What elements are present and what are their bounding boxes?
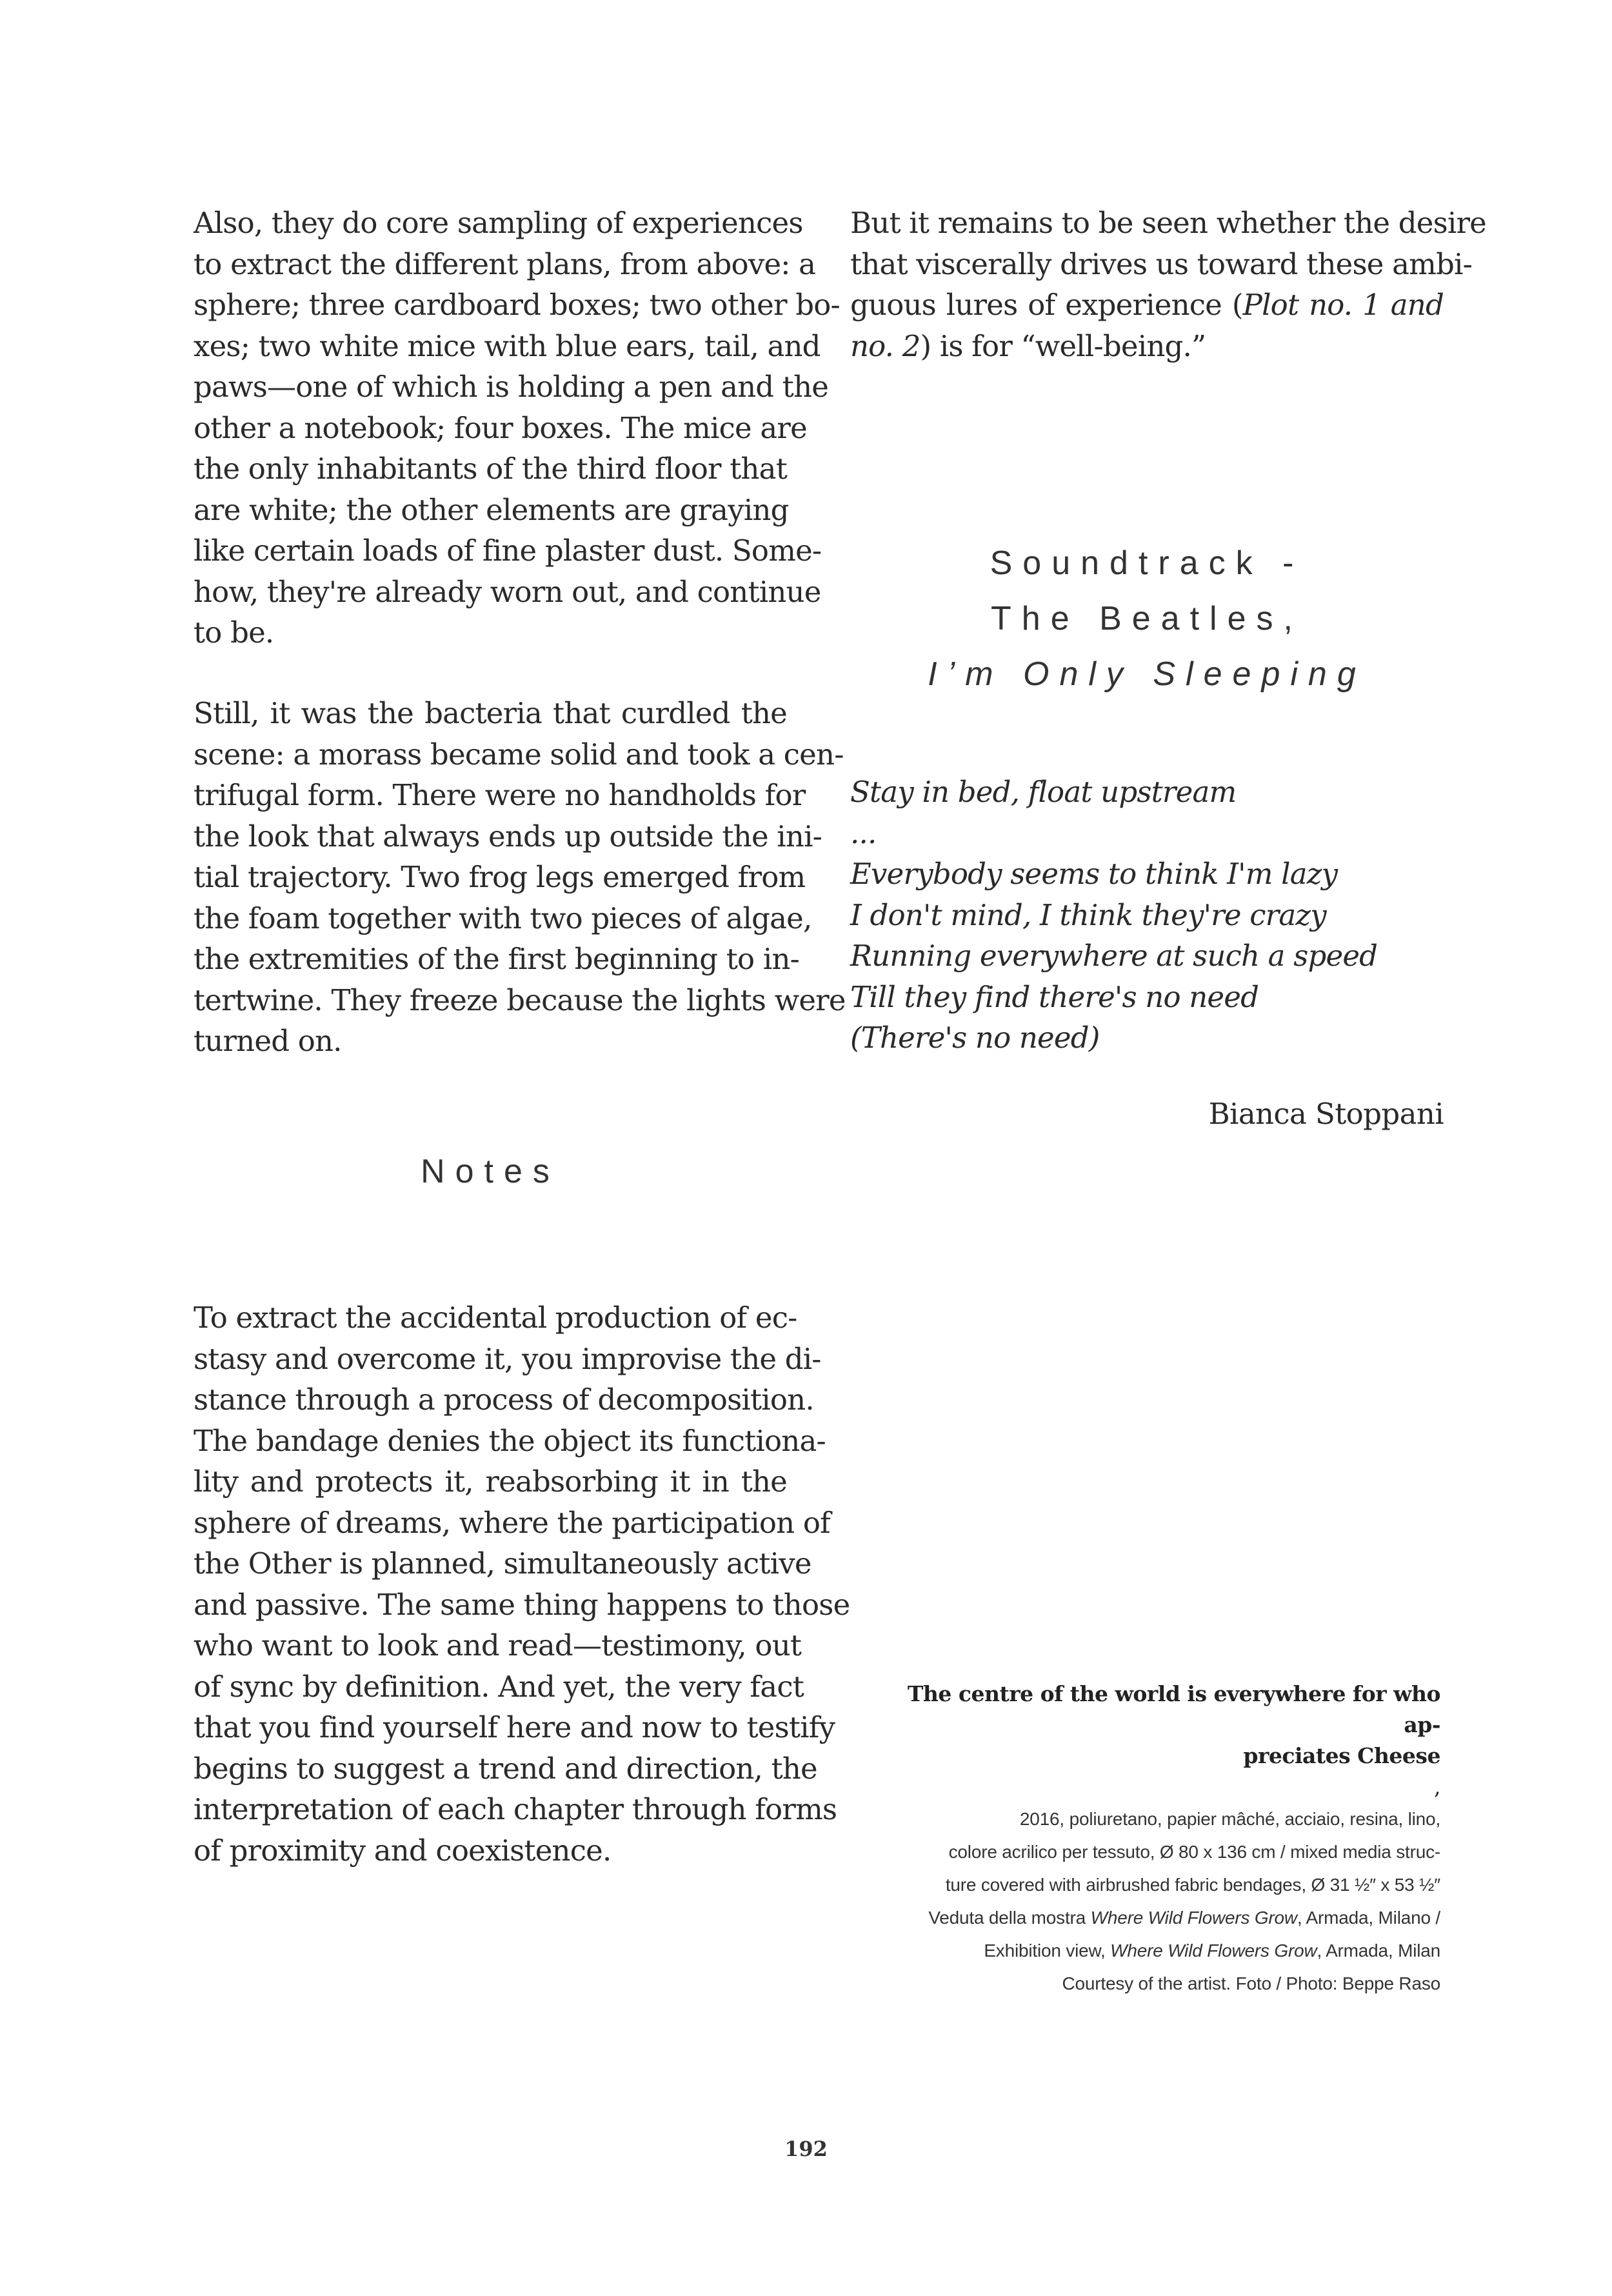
notes-heading: Notes: [421, 1153, 560, 1190]
plot-reference-2: no. 2: [850, 328, 920, 363]
soundtrack-artist: The Beatles,: [991, 600, 1303, 637]
paragraph-core-sampling: Also, they do core sampling of experiences to extract the different plans, from above: a sphere; three cardboard boxes; two other bo- xes; two white mice with blue ears, tail, and paws—one of which is holding a pen and the other a notebook; four boxes. The mice are the only inhabitants of the third floor that are white; the other elements are graying like certain loads of fine plaster dust. Some- how, they're already worn out, and continue to be.: [194, 206, 840, 650]
right-intro: [850, 203, 1487, 366]
caption-details-3: ture covered with airbrushed fabric bendages, Ø 31 ½″ x 53 ½″: [945, 1875, 1440, 1895]
paragraph-desire: But it remains to be seen whether the desire that viscerally drives us toward these ambi- guous lures of experience (Plot no. 1 and no. 2) is for “well-being.”: [850, 203, 1444, 366]
caption-details-2: colore acrilico per tessuto, Ø 80 x 136 cm / mixed media struc-: [948, 1842, 1440, 1862]
lyrics-block: [850, 772, 1444, 1059]
left-paragraph-2: [194, 693, 846, 1062]
soundtrack-song: I’m Only Sleeping: [928, 655, 1366, 693]
paragraph-bacteria: Still, it was the bacteria that curdled the scene: a morass became solid and took a cen- trifugal form. There were no handholds for the look that always ends up outside the ini- tial trajectory. Two frog legs emerged from the foam together with two pieces of algae, the extremities of the first beginning to in- tertwine. They freeze because the lights were turned on.: [194, 696, 846, 1058]
intro-line-3: guous lures of experience (Plot no. 1 and: [850, 288, 1444, 322]
soundtrack-heading: [850, 535, 1444, 702]
soundtrack-title: [850, 535, 1444, 702]
paragraph-notes: To extract the accidental production of ec- stasy and overcome it, you improvise the di- stance through a process of decomposition. The bandage denies the object its functiona- lity and protects it, reabsorbing it in the sphere of dreams, where the participation of the Other is planned, simultaneously active and passive. The same thing happens to those who want to look and read—testimony, out of sync by definition. And yet, the very fact that you find yourself here and now to testify begins to suggest a trend and direction, the interpretation of each chapter through forms of proximity and coexistence.: [194, 1301, 850, 1868]
author-wrap: [850, 1097, 1444, 1131]
notes-section: [194, 1297, 850, 1871]
soundtrack-label: Soundtrack -: [990, 544, 1304, 582]
artwork-caption: [873, 1679, 1440, 2000]
caption-title: The centre of the world is everywhere for who ap- preciates Cheese ,: [907, 1681, 1440, 1799]
author-name: Bianca Stoppani: [1208, 1097, 1444, 1131]
notes-heading-wrap: [194, 1152, 787, 1191]
intro-line-4: no. 2) is for “well-being.”: [850, 328, 1206, 363]
song-lyrics: Stay in bed, float upstream ... Everybody seems to think I'm lazy I don't mind, I think they're crazy Running everywhere at such a speed Till they find there's no need (There's no need): [850, 775, 1378, 1055]
page-number: 192: [784, 2137, 828, 2161]
caption-details-1: 2016, poliuretano, papier mâché, acciaio, resina, lino,: [1019, 1809, 1440, 1829]
plot-reference: Plot no. 1 and: [1242, 288, 1444, 322]
caption-exhibition-2: Exhibition view, Where Wild Flowers Grow, Armada, Milan: [984, 1941, 1440, 1961]
caption-credit: Courtesy of the artist. Foto / Photo: Beppe Raso: [1062, 1973, 1440, 1993]
left-paragraph-1: [194, 203, 840, 654]
caption-exhibition-1: Veduta della mostra Where Wild Flowers Grow, Armada, Milano /: [928, 1908, 1440, 1928]
